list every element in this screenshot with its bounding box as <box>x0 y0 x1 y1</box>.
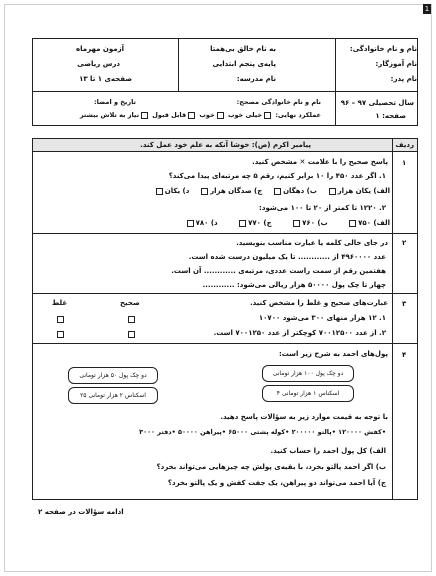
q1-sub2: ۲. ۱۲۲۰ تا کمتر از ۲۰ تا ۱۰۰ می‌شود: <box>259 204 386 212</box>
q4-instruction: پول‌های احمد به شرح زیر است: <box>278 350 388 358</box>
q4-question-a: الف) کل پول احمد را حساب کنید. <box>270 447 386 455</box>
q1-s1-option-b: ب) دهگان <box>283 187 317 195</box>
q1-sub1-options <box>154 186 390 196</box>
final-performance-row <box>80 111 321 120</box>
q1-number: ۱ <box>402 159 407 167</box>
exam-title: آزمون مهرماه <box>76 45 124 53</box>
corrector-label: نام و نام خانوادگی مصحح: <box>236 98 321 106</box>
q1-s2-option-d: د) ۷۸۰ <box>195 219 218 227</box>
checkbox-needs-effort[interactable] <box>141 112 148 119</box>
q3-col-true: صحیح <box>120 299 140 307</box>
q1-s2-checkbox-d[interactable] <box>187 220 194 227</box>
q2-line3: چهار تا چک پول ۵۰۰۰۰ هزار ریالی می‌شود: ............ <box>202 281 386 289</box>
header-divider <box>32 91 418 92</box>
q1-instruction: پاسخ صحیح را با علامت ✕ مشخص کنید. <box>252 158 388 166</box>
q3-l1-checkbox-false[interactable] <box>57 316 64 323</box>
q4-question-c: ج) آیا احمد می‌تواند دو پیراهن، یک جفت کفش و یک پالتو بخرد؟ <box>167 479 386 487</box>
q1-s2-checkbox-a[interactable] <box>349 220 356 227</box>
q3-col-false: غلط <box>52 299 68 307</box>
option-very-good: خیلی خوب <box>227 111 263 119</box>
q4-prices: •کفش ۱۲۰۰۰۰ •پالتو ۲۰۰۰۰۰ •کوله پشتی ۶۵۰۰۰ •پیراهن ۵۰۰۰۰ •دفتر ۳۰۰۰ <box>139 428 386 436</box>
q4-number: ۴ <box>402 351 407 359</box>
q3-line2: ۲. از عدد ۷۰۰۱۲۵۰۰ کوچکتر از عدد ۷۰۰۱۲۵۰ است. <box>213 329 386 337</box>
q4-prompt: با توجه به قیمت موارد زیر به سؤالات پاسخ دهید. <box>220 413 388 421</box>
checkbox-very-good[interactable] <box>264 112 271 119</box>
pages-label: صفحه‌ی ۱ تا ۱۳ <box>79 75 132 83</box>
q2-number: ۲ <box>402 239 407 247</box>
money-card-1: دو چک پول ۱۰۰ هزار تومانی <box>262 365 354 382</box>
header-col-divider-2 <box>178 38 179 91</box>
money-card-4: ۲۵ اسکناس ۲ هزار تومانی <box>68 387 158 404</box>
q1-s1-option-a: الف) یکان هزار <box>337 187 390 195</box>
header-col-divider-1 <box>335 38 336 126</box>
money-card-2: ۴ اسکناس ۱ هزار تومانی <box>262 385 354 402</box>
option-acceptable: قابل قبول <box>152 111 187 119</box>
q1-s1-option-c: ج) صدگان هزار <box>210 187 263 195</box>
page-number: صفحه: ۱ <box>375 112 406 120</box>
header-title: به نام خالق بی‌همتا <box>210 45 276 53</box>
q1-s1-checkbox-a[interactable] <box>329 188 336 195</box>
grade-label: پایه‌ی پنجم ابتدایی <box>212 60 276 68</box>
q1-s1-checkbox-c[interactable] <box>201 188 208 195</box>
option-good: خوب <box>199 111 215 119</box>
date-sign-label: تاریخ و امضا: <box>93 98 136 106</box>
school-label: نام مدرسه: <box>236 75 276 83</box>
table-header-divider <box>32 151 418 152</box>
q3-line1: ۱. ۱۲ هزار منهای ۳۰۰ می‌شود ۱۰۷۰۰ <box>258 314 386 322</box>
row-divider-3 <box>32 343 418 344</box>
q1-s2-checkbox-b[interactable] <box>293 220 300 227</box>
name-label: نام و نام خانوادگی: <box>349 45 417 53</box>
q1-s2-option-c: ج) ۷۷۰ <box>248 219 272 227</box>
q1-s2-checkbox-c[interactable] <box>239 220 246 227</box>
checkbox-good[interactable] <box>217 112 224 119</box>
q2-instruction: در جای خالی کلمه یا عبارت مناسب بنویسید. <box>236 239 388 247</box>
continue-note: ادامه سؤالات در صفحه ۲ <box>38 508 124 516</box>
option-needs-effort: نیاز به تلاش بیشتر <box>79 111 140 119</box>
money-card-3: دو چک پول ۵۰ هزار تومانی <box>68 367 158 384</box>
row-divider-2 <box>32 293 418 294</box>
q1-sub2-options <box>185 218 390 228</box>
q2-line2: هفتمین رقم از سمت راست عددی، مرتبه‌ی ............ آن است. <box>171 267 386 275</box>
subject-label: درس ریاضی <box>77 60 120 68</box>
table-header-quote: پیامبر اکرم (ص): خوشا آنکه به علم خود عمل کند. <box>140 141 311 149</box>
q1-s1-option-d: د) یکان <box>164 187 190 195</box>
father-name-label: نام پدر: <box>390 75 417 83</box>
q1-sub1: ۱. اگر عدد ۴۵۰ را ۱۰ برابر کنیم، رقم ۵ چه مرتبه‌ای پیدا می‌کند؟ <box>168 172 386 180</box>
school-year: سال تحصیلی ۹۷ – ۹۶ <box>340 99 414 107</box>
q3-number: ۳ <box>402 300 407 308</box>
page-corner-marker: 1 <box>424 5 430 13</box>
row-divider-1 <box>32 233 418 234</box>
q2-line1: عدد ۴۹۶۰۰۰۰ از ............ تا یک میلیون درست شده است. <box>188 253 386 261</box>
q3-instruction: عبارت‌های صحیح و غلط را مشخص کنید. <box>249 299 388 307</box>
col-row-header: ردیف <box>395 141 414 149</box>
q1-s2-option-a: الف) ۷۵۰ <box>358 219 390 227</box>
final-performance-label: عملکرد نهایی: <box>275 111 321 119</box>
checkbox-acceptable[interactable] <box>188 112 195 119</box>
q1-s1-checkbox-b[interactable] <box>274 188 281 195</box>
q4-question-b: ب) اگر احمد پالتو بخرد، با بقیه‌ی پولش چه چیزهایی می‌تواند بخرد؟ <box>156 463 386 471</box>
teacher-label: نام آموزگار: <box>375 60 417 68</box>
q3-l1-checkbox-true[interactable] <box>128 316 135 323</box>
q3-l2-checkbox-true[interactable] <box>128 331 135 338</box>
q3-l2-checkbox-false[interactable] <box>57 331 64 338</box>
q1-s2-option-b: ب) ۷۶۰ <box>302 219 328 227</box>
row-number-col-divider <box>392 138 393 500</box>
q1-s1-checkbox-d[interactable] <box>156 188 163 195</box>
